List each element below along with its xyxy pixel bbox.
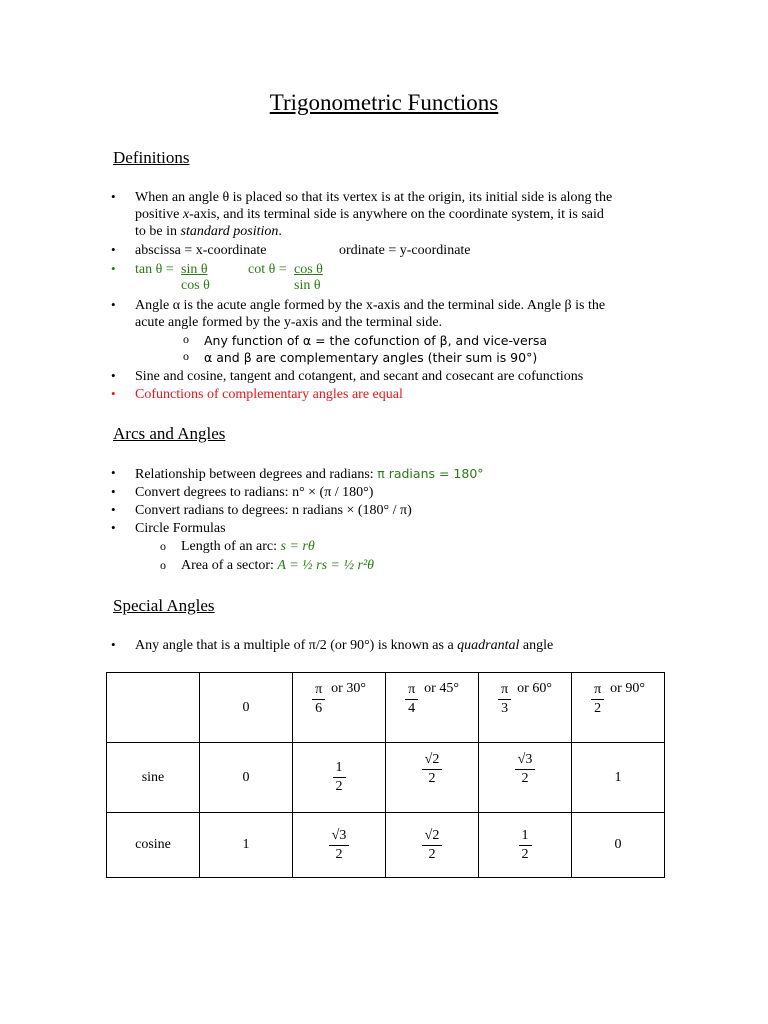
- table-cell: [107, 673, 200, 743]
- bullet-marker: •: [111, 484, 116, 499]
- alpha-definition-line-1: Angle α is the acute angle formed by the x-axis and the terminal side. Angle β is the: [135, 298, 606, 313]
- table-cell: sine: [107, 743, 200, 813]
- table-row-sine: [107, 743, 665, 813]
- table-cell: 1: [200, 813, 293, 878]
- quadrantal-definition: Any angle that is a multiple of π/2 (or 90°) is known as a quadrantal angle: [135, 638, 554, 653]
- special-angles-heading: Special Angles: [113, 596, 215, 615]
- table-cell: $\frac{√2}{2}$: [386, 743, 479, 813]
- sub-bullet-marker: o: [160, 539, 166, 553]
- sub-bullet-marker: o: [183, 349, 189, 363]
- cot-numerator: cos θ: [294, 262, 323, 277]
- bullet-marker: •: [111, 261, 116, 276]
- degrees-radians-relationship: Relationship between degrees and radians: π radians = 180°: [135, 466, 484, 482]
- table-header-row: [107, 673, 665, 743]
- cofunctions-text: Sine and cosine, tangent and cotangent, and secant and cosecant are cofunctions: [135, 369, 584, 384]
- definition-line-1: When an angle θ is placed so that its vertex is at the origin, its initial side is along the: [135, 190, 613, 205]
- table-cell: $\frac{1}{2}$: [293, 743, 386, 813]
- degrees-to-radians: Convert degrees to radians: n° × (π / 180°): [135, 485, 374, 500]
- table-cell: $\frac{\pi}{2}$ or 90°: [572, 673, 665, 743]
- cofunctions-equal-text: Cofunctions of complementary angles are equal: [135, 387, 403, 402]
- special-angles-table: [106, 672, 665, 878]
- table-row-cosine: [107, 813, 665, 878]
- bullet-marker: •: [111, 189, 116, 204]
- bullet-marker: •: [111, 520, 116, 535]
- table-cell: $\frac{1}{2}$: [479, 813, 572, 878]
- cot-formula-label: cot θ =: [248, 262, 287, 277]
- table-cell: $\frac{\pi}{4}$ or 45°: [386, 673, 479, 743]
- bullet-marker: •: [111, 502, 116, 517]
- table-cell: $\frac{\pi}{3}$ or 60°: [479, 673, 572, 743]
- circle-formulas: Circle Formulas: [135, 521, 226, 536]
- sub-bullet-marker: o: [160, 558, 166, 572]
- bullet-marker: •: [111, 368, 116, 383]
- definitions-heading: Definitions: [113, 148, 190, 167]
- abscissa-text: abscissa = x-coordinate: [135, 243, 267, 258]
- table-cell: $\frac{\pi}{6}$ or 30°: [293, 673, 386, 743]
- bullet-marker: •: [111, 637, 116, 652]
- sector-area-formula: Area of a sector: A = ½ rs = ½ r²θ: [181, 558, 375, 573]
- bullet-marker: •: [111, 465, 116, 480]
- table-cell: 0: [200, 743, 293, 813]
- table-cell: $\frac{√3}{2}$: [293, 813, 386, 878]
- arcs-heading: Arcs and Angles: [113, 424, 226, 443]
- tan-numerator: sin θ: [181, 262, 208, 277]
- bullet-marker: •: [111, 242, 116, 257]
- page-title: Trigonometric Functions: [269, 90, 499, 115]
- table-cell: cosine: [107, 813, 200, 878]
- arc-length-formula: Length of an arc: s = rθ: [181, 539, 315, 554]
- ordinate-text: ordinate = y-coordinate: [339, 243, 471, 258]
- table-cell: 0: [200, 673, 293, 743]
- table-cell: 0: [572, 813, 665, 878]
- radians-to-degrees: Convert radians to degrees: n radians × (180° / π): [135, 503, 412, 518]
- tan-formula-label: tan θ =: [135, 262, 174, 277]
- complementary-subpoint: α and β are complementary angles (their sum is 90°): [204, 350, 538, 365]
- table-cell: 1: [572, 743, 665, 813]
- cofunction-subpoint: Any function of α = the cofunction of β, and vice-versa: [204, 333, 548, 348]
- cot-denominator: sin θ: [294, 278, 321, 293]
- bullet-marker: •: [111, 386, 116, 401]
- alpha-definition-line-2: acute angle formed by the y-axis and the terminal side.: [135, 315, 443, 330]
- table-cell: $\frac{√3}{2}$: [479, 743, 572, 813]
- table-cell: $\frac{√2}{2}$: [386, 813, 479, 878]
- tan-denominator: cos θ: [181, 278, 210, 293]
- bullet-marker: •: [111, 297, 116, 312]
- definition-line-2: positive x-axis, and its terminal side is anywhere on the coordinate system, it is said: [135, 207, 604, 222]
- sub-bullet-marker: o: [183, 332, 189, 346]
- definition-line-3: to be in standard position.: [135, 224, 282, 239]
